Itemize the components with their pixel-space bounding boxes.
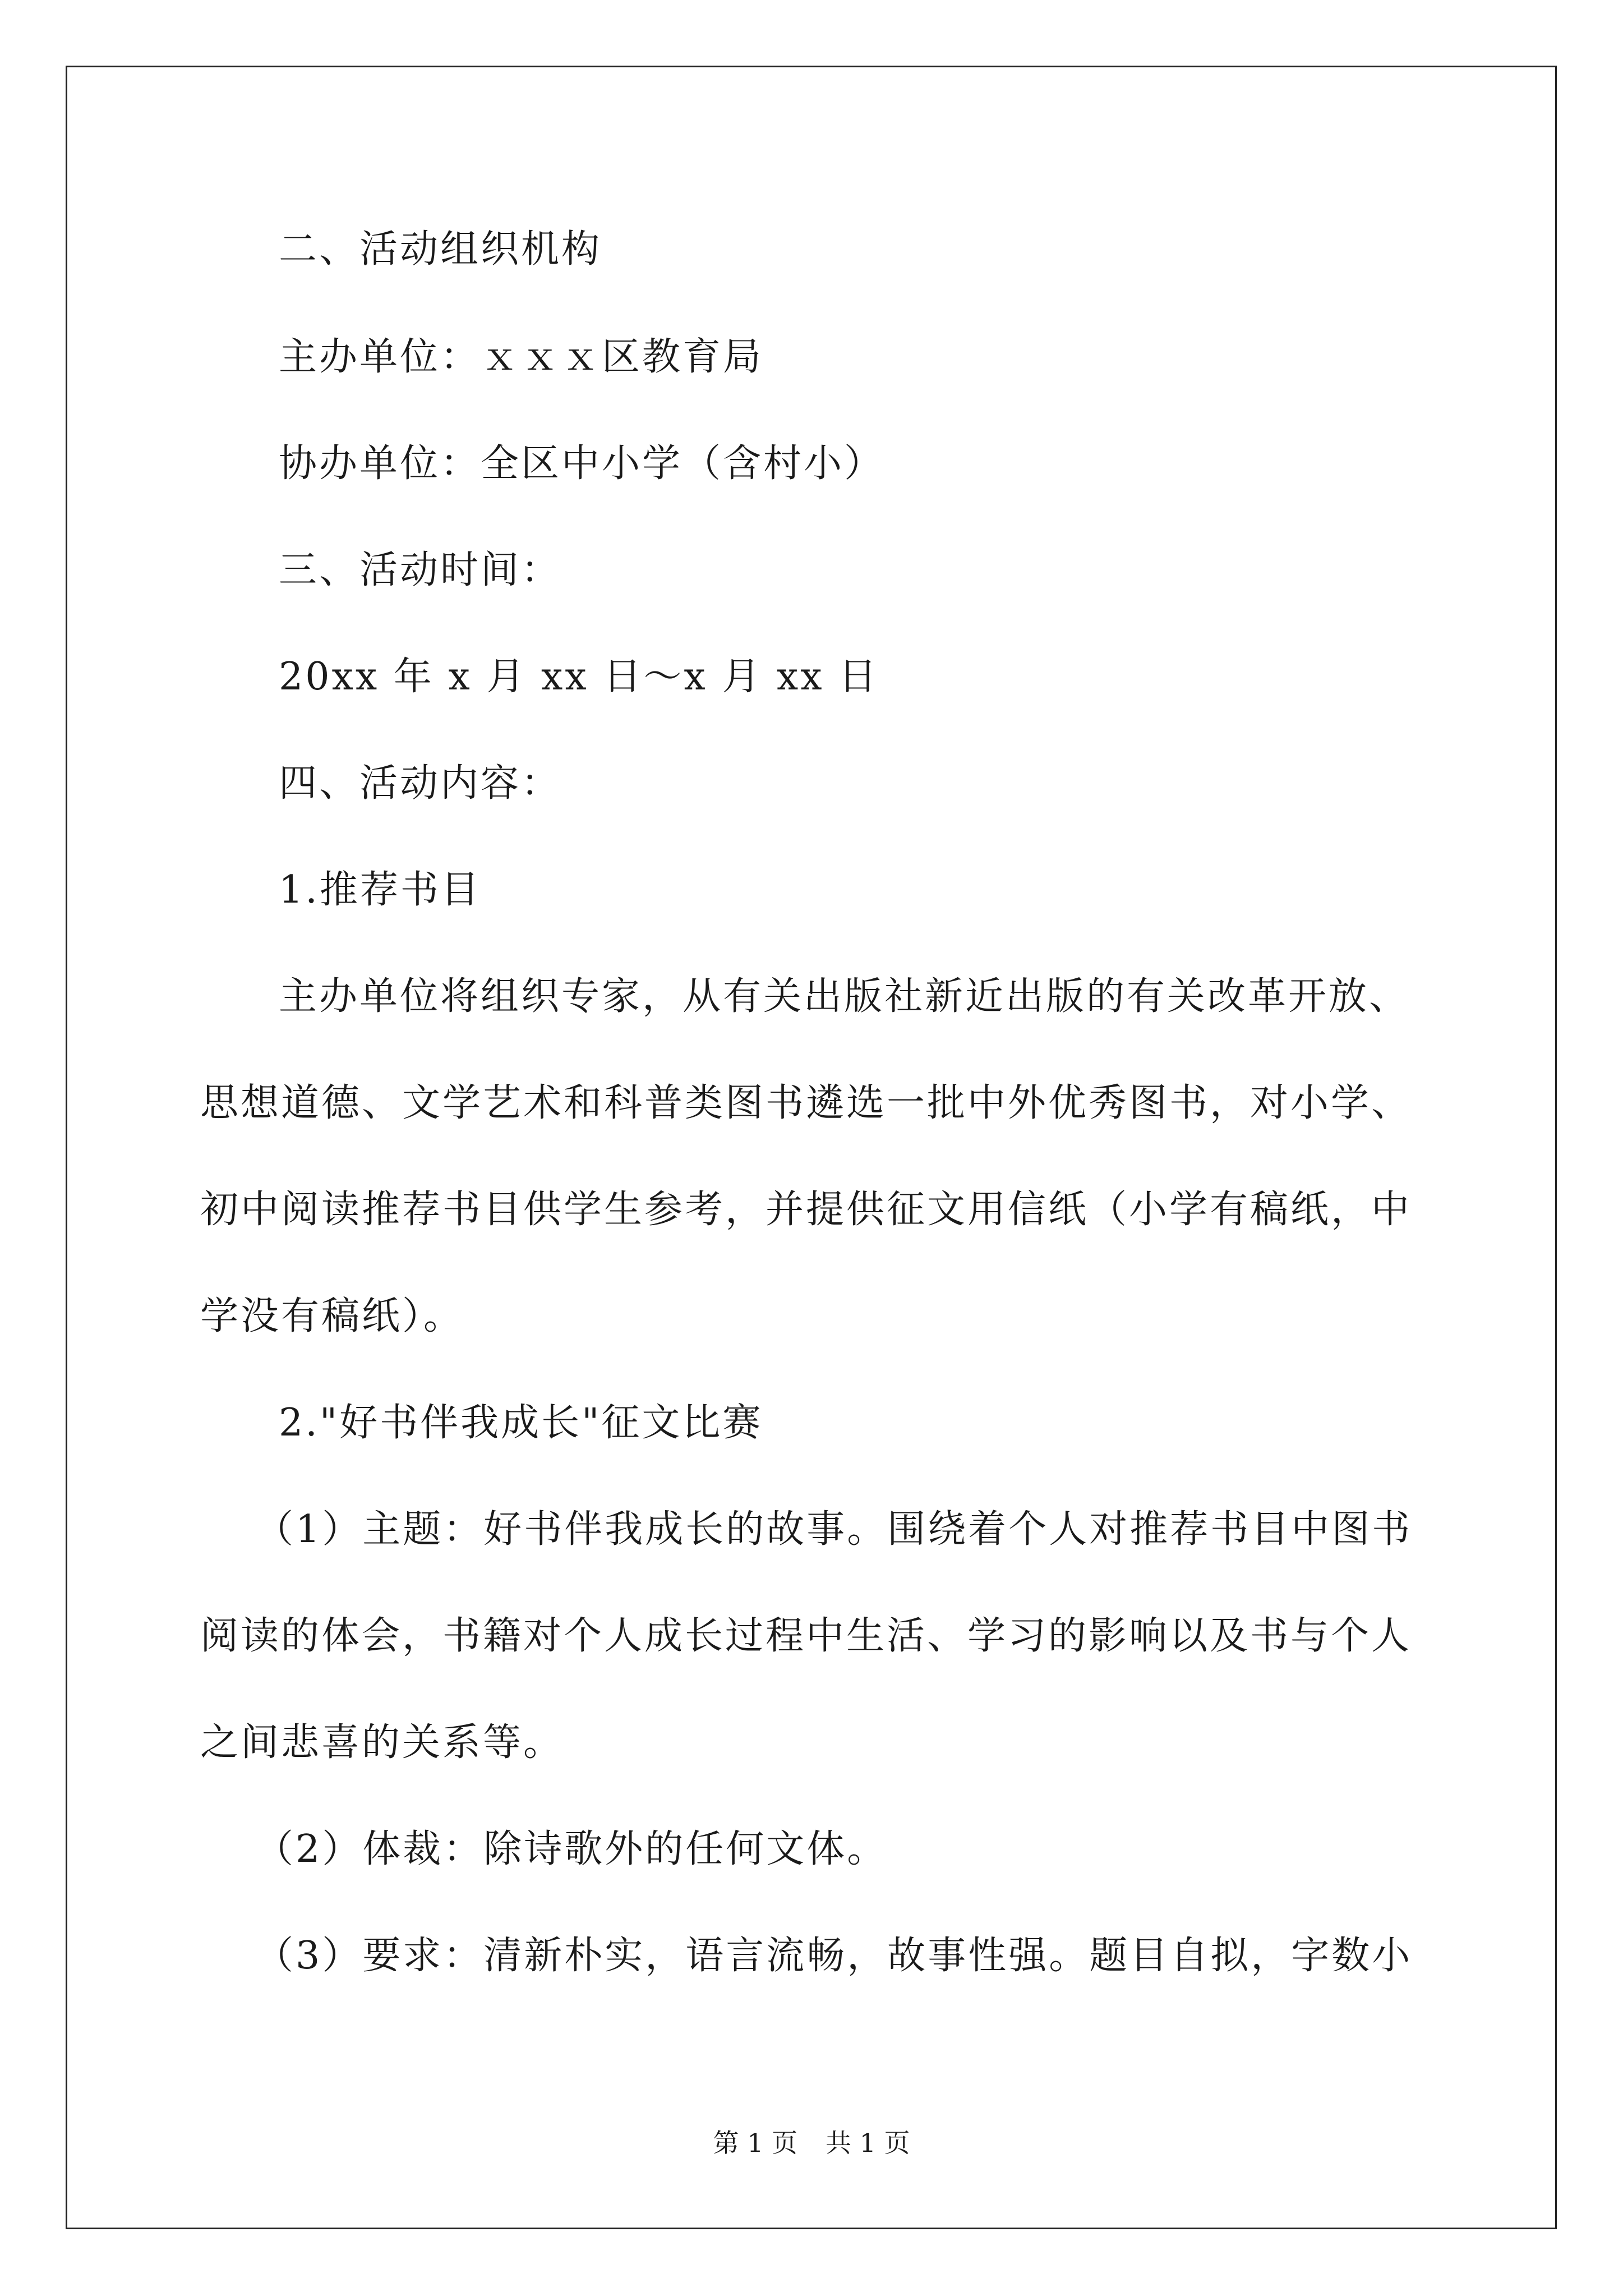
paragraph-line: 主办单位将组织专家，从有关出版社新近出版的有关改革开放、 xyxy=(279,974,1410,1019)
paragraph-line: （1）主题：好书伴我成长的故事。围绕着个人对推荐书目中图书 xyxy=(255,1507,1413,1552)
activity-date-line: 20xx 年 x 月 xx 日～x 月 xx 日 xyxy=(279,655,879,699)
item-essay-contest: 2."好书伴我成长"征文比赛 xyxy=(279,1401,763,1445)
page-border xyxy=(66,66,1557,2229)
organizer-line: 主办单位：ｘｘｘ区教育局 xyxy=(279,335,764,379)
section-heading-organization: 二、活动组织机构 xyxy=(279,227,602,272)
paragraph-line: 之间悲喜的关系等。 xyxy=(200,1720,564,1765)
co-organizer-line: 协办单位：全区中小学（含村小） xyxy=(279,441,885,486)
genre-line: （2）体裁：除诗歌外的任何文体。 xyxy=(255,1827,888,1871)
page-number: 第 1 页 xyxy=(713,2128,797,2158)
section-heading-time: 三、活动时间： xyxy=(279,548,562,592)
paragraph-line: 思想道德、文学艺术和科普类图书遴选一批中外优秀图书，对小学、 xyxy=(200,1081,1412,1125)
page-total: 共 1 页 xyxy=(826,2128,910,2158)
page-footer xyxy=(0,2126,1623,2160)
section-heading-content: 四、活动内容： xyxy=(279,761,562,806)
item-recommended-books: 1.推荐书目 xyxy=(279,868,481,912)
paragraph-line: 初中阅读推荐书目供学生参考，并提供征文用信纸（小学有稿纸，中 xyxy=(200,1188,1412,1232)
paragraph-line: 学没有稿纸）。 xyxy=(200,1294,464,1338)
requirements-line: （3）要求：清新朴实，语言流畅，故事性强。题目自拟，字数小 xyxy=(255,1934,1413,1978)
paragraph-line: 阅读的体会，书籍对个人成长过程中生活、学习的影响以及书与个人 xyxy=(200,1614,1412,1658)
